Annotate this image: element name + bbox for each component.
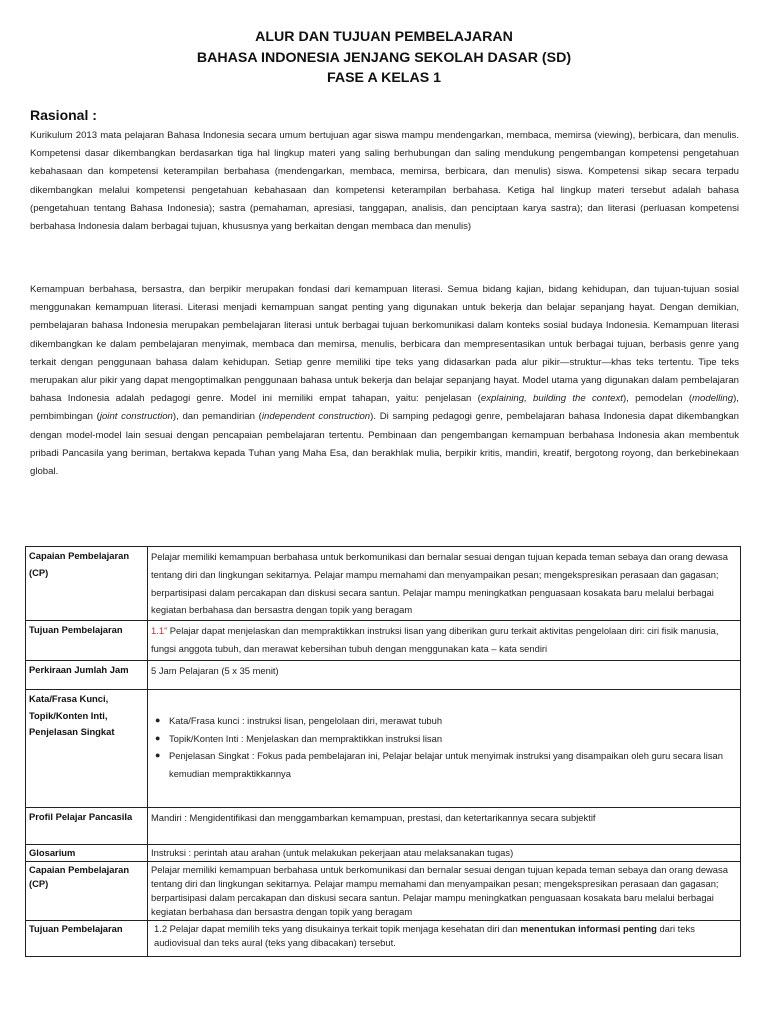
row-content-glosarium: Instruksi : perintah atau arahan (untuk melakukan pekerjaan atau melaksanakan tugas) <box>148 845 741 862</box>
paragraph-2-italic: joint construction <box>99 411 173 423</box>
row-content-capaian: Pelajar memiliki kemampuan berbahasa untuk berkomunikasi dan bernalar sesuai dengan tujuan kepada teman sebaya dan orang dewasa tentang diri dan lingkungan sekitarnya. Pelajar mampu memahami dan menyampaikan pesan; mengekspresikan perasaan dan gagasan; berpartisipasi dalam percakapan dan diskusi secara santun. Pelajar mampu meningkatkan penguasaan kosakata baru melalui berbagai kegiatan berbahasa dan bersastra dengan topik yang beragam <box>148 547 741 621</box>
paragraph-2-italic: modelling <box>692 393 734 405</box>
paragraph-2-text: ), dan pemandirian ( <box>172 411 262 423</box>
row-label-capaian: Capaian Pembelajaran (CP) <box>26 547 148 621</box>
title-line-2: BAHASA INDONESIA JENJANG SEKOLAH DASAR (SD) <box>196 49 572 66</box>
bullet-icon: ● <box>155 732 161 743</box>
row-content-profil: Mandiri : Mengidentifikasi dan menggambarkan kemampuan, prestasi, dan ketertarikannya secara subjektif <box>148 808 741 845</box>
list-item <box>155 730 737 748</box>
objective-text-end: dari teks audiovisual dan teks aural (teks yang dibacakan) tersebut. <box>154 923 695 949</box>
table-row <box>26 621 741 661</box>
paragraph-2-italic: independent construction <box>261 411 371 423</box>
list-item <box>155 747 737 782</box>
row-label-kata-kunci <box>26 690 148 808</box>
row-label-glosarium: Glosarium <box>26 845 148 862</box>
table-row <box>26 845 741 862</box>
rasional-paragraph-1: Kurikulum 2013 mata pelajaran Bahasa Indonesia secara umum bertujuan agar siswa mampu mendengarkan, membaca, memirsa (viewing), berbicara, dan menulis. Kompetensi dasar dikembangkan berdasarkan tiga hal lingkup materi yang saling berhubungan dan saling mendukung pengembangan kompetensi pengetahuan kebahasaan dan kompetensi keterampilan berbahasa (mendengarkan, membaca, memirsa, berbicara, dan menulis) siswa. Kompetensi sikap secara terpadu dikembangkan melalui kompetensi pengetahuan kebahasaan dan kompetensi keterampilan berbahasa. Ketiga hal lingkup materi tersebut adalah bahasa (pengetahuan tentang Bahasa Indonesia); sastra (pemahaman, apresiasi, tanggapan, analisis, dan penciptaan karya sastra); dan literasi (perluasan kompetensi berbahasa Indonesia dalam berbagai tujuan, khususnya yang berkaitan dengan membaca dan menulis) <box>30 130 739 233</box>
row-content-tujuan-2 <box>148 921 741 957</box>
list-item-text: Topik/Konten Inti : Menjelaskan dan mempraktikkan instruksi lisan <box>169 732 443 744</box>
paragraph-2-italic: explaining, building the context <box>480 393 623 405</box>
rasional-heading: Rasional : <box>30 107 97 123</box>
paragraph-2-text: ). Di samping pedagogi genre, pembelajaran bahasa Indonesia dapat dikembangkan dengan model-model lain sesuai dengan pencapaian pembelajaran tertentu. Pembinaan dan pengembangan kemampuan berbahasa Indonesia akan membentuk pribadi Pancasila yang beriman, bertakwa kepada Tuhan yang Maha Esa, dan berakhlak mulia, berpikir kritis, mandiri, kreatif, bergotong royong, dan berkebinekaan global. <box>30 411 740 478</box>
rasional-paragraph-2 <box>30 281 739 481</box>
row-label-tujuan: Tujuan Pembelajaran <box>26 621 148 661</box>
row-label-jam: Perkiraan Jumlah Jam <box>26 661 148 690</box>
row-content-capaian-2: Pelajar memiliki kemampuan berbahasa untuk berkomunikasi dan bernalar sesuai dengan tujuan kepada teman sebaya dan orang dewasa tentang diri dan lingkungan sekitarnya. Pelajar mampu memahami dan menyampaikan pesan; mengekspresikan perasaan dan gagasan; berpartisipasi dalam percakapan dan diskusi secara santun. Pelajar mampu meningkatkan penguasaan kosakata baru melalui berbagai kegiatan berbahasa dan bersastra dengan topik yang beragam <box>148 862 741 921</box>
row-content-kata-kunci <box>148 690 741 808</box>
list-item <box>155 712 737 730</box>
label-line: Topik/Konten Inti, <box>29 709 108 721</box>
list-item-text: Penjelasan Singkat : Fokus pada pembelajaran ini, Pelajar belajar untuk menyimak instruksi yang disampaikan oleh guru secara lisan kemudian mempraktikkannya <box>169 750 723 779</box>
row-label-profil: Profil Pelajar Pancasila <box>26 808 148 845</box>
paragraph-2-text: ), pembimbingan ( <box>30 393 739 423</box>
table-row <box>26 862 741 921</box>
bullet-icon: ● <box>155 750 161 761</box>
bullet-icon: ● <box>155 715 161 726</box>
table-row <box>26 808 741 845</box>
title-line-1: ALUR DAN TUJUAN PEMBELAJARAN <box>255 29 513 45</box>
list-item-text: Kata/Frasa kunci : instruksi lisan, pengelolaan diri, merawat tubuh <box>169 715 443 727</box>
table-row <box>26 547 741 621</box>
row-content-tujuan <box>148 621 741 661</box>
table-row <box>26 690 741 808</box>
table-row <box>26 661 741 690</box>
row-content-jam: 5 Jam Pelajaran (5 x 35 menit) <box>148 661 741 690</box>
key-points-list <box>151 712 737 782</box>
objective-emphasis: menentukan informasi penting <box>520 923 657 935</box>
paragraph-2-text: Kemampuan berbahasa, bersastra, dan berpikir merupakan fondasi dari kemampuan literasi. Semua bidang kajian, bidang kehidupan, dan tujuan-tujuan sosial menggunakan kemampuan literasi. Literasi menjadi kemampuan sangat penting yang digunakan untuk bekerja dan belajar sepanjang hayat. Dengan demikian, pembelajaran bahasa Indonesia merupakan pembelajaran literasi untuk berbagai tujuan berkomunikasi dalam konteks sosial budaya Indonesia. Kemampuan literasi dikembangkan ke dalam pembelajaran menyimak, membaca dan memirsa, menulis, berbicara dan mempresentasikan untuk berbagai tujuan, berbasis genre yang terkait dengan penggunaan bahasa dalam kehidupan. Setiap genre memiliki tipe teks yang didasarkan pada alur pikir—struktur—khas teks tertentu. Tipe teks merupakan alur pikir yang dapat mengoptimalkan penggunaan bahasa untuk bekerja dan belajar sepanjang hayat. Model utama yang digunakan dalam pembelajaran bahasa Indonesia adalah pedagogi genre. Model ini memiliki empat tahapan, yaitu: penjelasan ( <box>30 284 739 405</box>
label-line: Penjelasan Singkat <box>29 726 115 738</box>
objective-text: Pelajar dapat menjelaskan dan mempraktikkan instruksi lisan yang diberikan guru terkait aktivitas pengelolaan diri: ciri fisik manusia, fungsi anggota tubuh, dan merawat kebersihan tubuh dengan menggunakan kata – kata sendiri <box>151 625 719 654</box>
title-line-3: FASE A KELAS 1 <box>326 70 442 86</box>
row-label-tujuan-2: Tujuan Pembelajaran <box>26 921 148 957</box>
label-line: Kata/Frasa Kunci, <box>29 693 109 705</box>
learning-objectives-table <box>25 546 741 957</box>
objective-number: 1.1” <box>151 625 168 637</box>
objective-text-start: 1.2 Pelajar dapat memilih teks yang disukainya terkait topik menjaga kesehatan diri dan <box>154 923 521 935</box>
row-label-capaian-2: Capaian Pembelajaran (CP) <box>26 862 148 921</box>
table-row <box>26 921 741 957</box>
paragraph-2-text: ), pemodelan ( <box>622 393 693 405</box>
document-title <box>0 27 768 89</box>
